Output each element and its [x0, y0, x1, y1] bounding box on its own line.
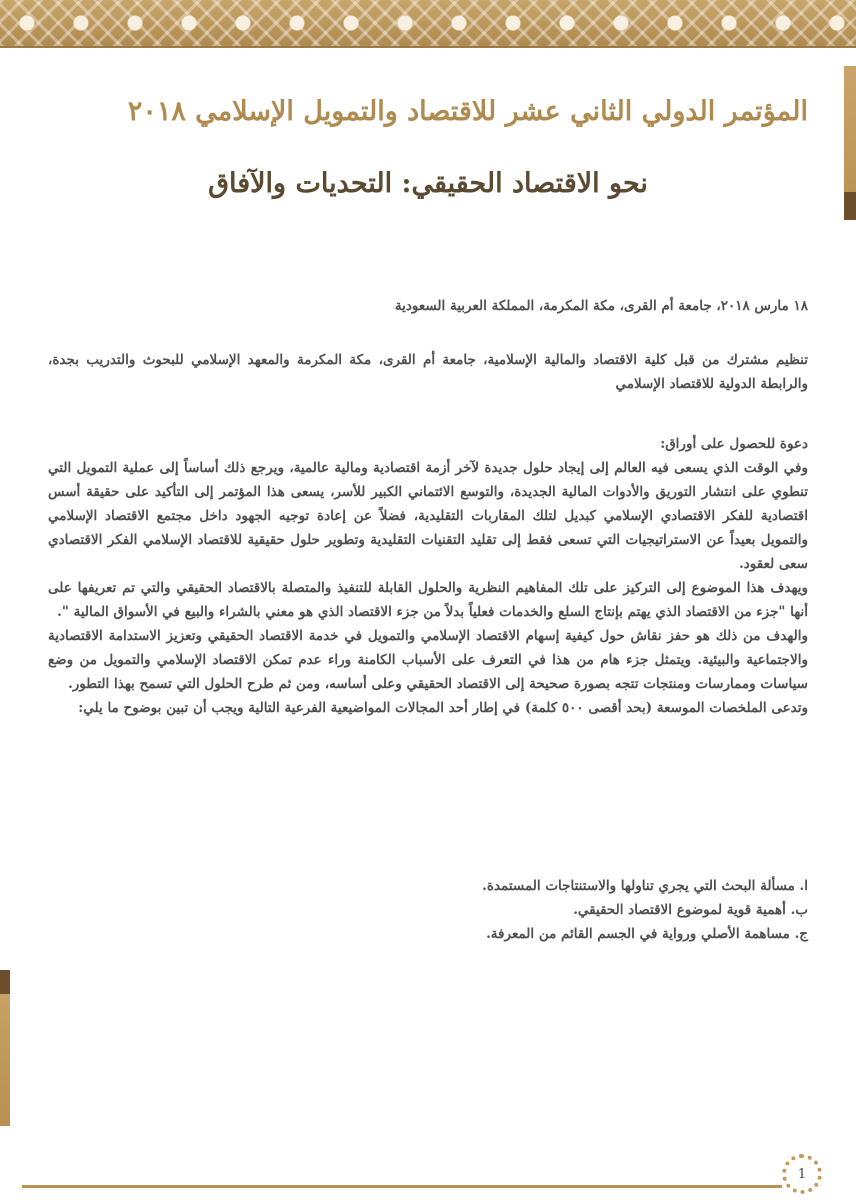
- call-paragraph-2: ويهدف هذا الموضوع إلى التركيز على تلك المفاهيم النظرية والحلول القابلة للتنفيذ والمتصلة بالاقتصاد الحقيقي والتي تم تعريفها على أنها "جزء من الاقتصاد الذي يهتم بإنتاج السلع والخدمات فعلياً بدلاً من جزء الاقتصاد الذي هو معني بالشراء والبيع في الأسواق المالية ".: [48, 580, 808, 620]
- decorative-left-bar: [0, 970, 10, 1126]
- requirements-list: [48, 874, 808, 946]
- conference-title: المؤتمر الدولي الثاني عشر للاقتصاد والتمويل الإسلامي ٢٠١٨: [127, 96, 808, 127]
- call-paragraph-3: والهدف من ذلك هو حفز نقاش حول كيفية إسهام الاقتصاد الإسلامي والتمويل في خدمة الاقتصاد الحقيقي وتعزيز الاستدامة الاقتصادية والاجتماعية والبيئية. ويتمثل جزء هام من هذا في التعرف على الأسباب الكامنة وراء عدم تمكن الاقتصاد الإسلامي والتمويل من وضع سياسات وممارسات ومنتجات تتجه بصورة صحيحة إلى الاقتصاد الحقيقي وعلى أساسه، ومن ثم طرح الحلول التي تسمح بهذا التطور.: [48, 628, 808, 692]
- call-paragraph-4: وتدعى الملخصات الموسعة (بحد أقصى ٥٠٠ كلمة) في إطار أحد المجالات المواضيعية الفرعية التالية ويجب أن تبين بوضوح ما يلي:: [78, 700, 808, 716]
- page-number: 1: [782, 1154, 822, 1194]
- list-item: ا. مسألة البحث التي يجري تناولها والاستنتاجات المستمدة.: [482, 878, 808, 894]
- call-for-papers: [48, 432, 808, 720]
- call-heading: دعوة للحصول على أوراق:: [660, 436, 808, 452]
- conference-subtitle: نحو الاقتصاد الحقيقي: التحديات والآفاق: [208, 168, 648, 199]
- footer-divider: [22, 1185, 782, 1188]
- list-item: ج. مساهمة الأصلي ورواية في الجسم القائم من المعرفة.: [486, 926, 808, 942]
- decorative-top-border: [0, 0, 856, 48]
- call-paragraph-1: وفي الوقت الذي يسعى فيه العالم إلى إيجاد حلول جديدة لآخر أزمة اقتصادية ومالية عالمية، ويرجع ذلك أساساً إلى عملية التمويل التي تنطوي على انتشار التوريق والأدوات المالية الجديدة، والتوسع الائتماني الكبير للأسر، يسعى هذا المؤتمر إلى التأكيد على حقيقة أسس اقتصادية للفكر الاقتصادي الإسلامي كبديل لتلك المقاربات التقليدية، فضلاً عن إعادة توجيه الجهود داخل مجتمع الاقتصاد الإسلامي والتمويل بعيداً عن الاستراتيجيات التي تسعى فقط إلى تقليد التقنيات التقليدية وتطوير حلول حقيقية للاقتصاد الإسلامي الفكر الاقتصادي سعى لعقود.: [48, 460, 808, 572]
- organizers-text: تنظيم مشترك من قبل كلية الاقتصاد والمالية الإسلامية، جامعة أم القرى، مكة المكرمة والمعهد الإسلامي للبحوث والتدريب بجدة، والرابطة الدولية للاقتصاد الإسلامي: [48, 352, 808, 392]
- decorative-right-bar: [844, 66, 856, 220]
- date-location: ١٨ مارس ٢٠١٨، جامعة أم القرى، مكة المكرمة، المملكة العربية السعودية: [394, 298, 808, 314]
- list-item: ب. أهمية قوية لموضوع الاقتصاد الحقيقي.: [573, 902, 808, 918]
